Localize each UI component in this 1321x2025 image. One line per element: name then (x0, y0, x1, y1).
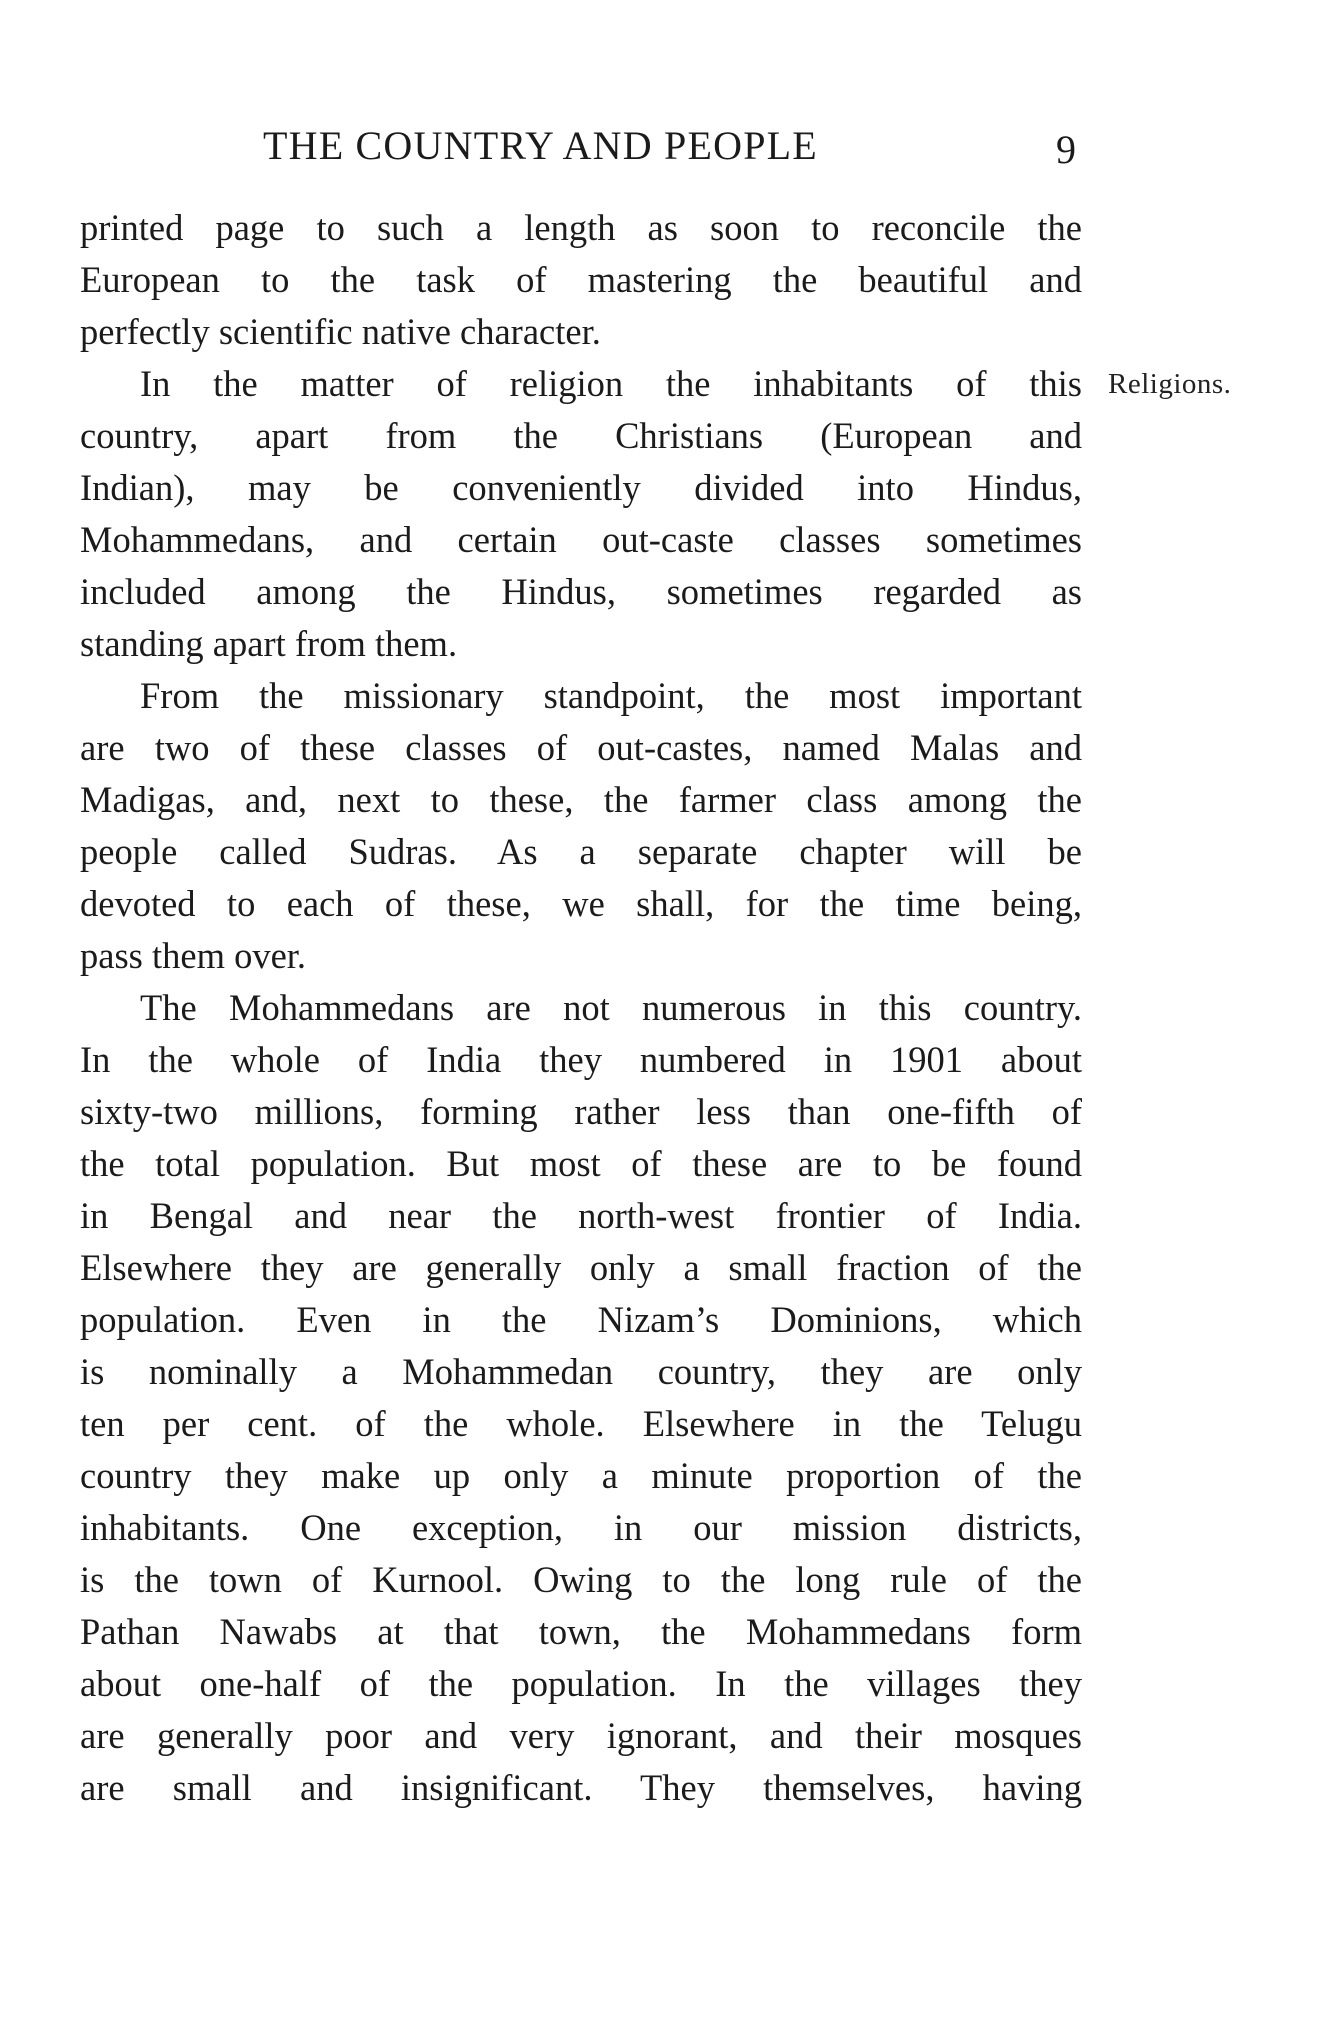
text-line: pass them over. (80, 935, 307, 976)
text-line: In the matter of religion the inhabitants of this (140, 363, 1082, 404)
page-number: 9 (1056, 127, 1076, 172)
text-line: standing apart from them. (80, 623, 458, 664)
text-line: Elsewhere they are generally only a small fraction of the (80, 1247, 1082, 1288)
text-line: European to the task of mastering the beautiful and (80, 259, 1082, 300)
text-line: devoted to each of these, we shall, for the time being, (80, 883, 1082, 924)
text-line: In the whole of India they numbered in 1901 about (80, 1039, 1082, 1080)
text-line: Mohammedans, and certain out-caste classes sometimes (80, 519, 1082, 560)
text-line: the total population. But most of these are to be found (80, 1143, 1082, 1184)
text-line: From the missionary standpoint, the most important (140, 675, 1082, 716)
running-title: THE COUNTRY AND PEOPLE (263, 123, 818, 168)
text-line: sixty-two millions, forming rather less than one-fifth of (80, 1091, 1082, 1132)
text-line: Pathan Nawabs at that town, the Mohammedans form (80, 1611, 1082, 1652)
text-line: inhabitants. One exception, in our mission districts, (80, 1507, 1082, 1548)
text-line: are generally poor and very ignorant, and their mosques (80, 1715, 1082, 1756)
text-line: people called Sudras. As a separate chapter will be (80, 831, 1082, 872)
text-line: country they make up only a minute proportion of the (80, 1455, 1082, 1496)
text-line: Indian), may be conveniently divided into Hindus, (80, 467, 1082, 508)
text-line: printed page to such a length as soon to reconcile the (80, 207, 1082, 248)
text-line: is nominally a Mohammedan country, they are only (80, 1351, 1082, 1392)
text-line: ten per cent. of the whole. Elsewhere in the Telugu (80, 1403, 1082, 1444)
text-line: included among the Hindus, sometimes regarded as (80, 571, 1082, 612)
text-line: in Bengal and near the north-west frontier of India. (80, 1195, 1082, 1236)
text-line: The Mohammedans are not numerous in this country. (140, 987, 1082, 1028)
text-line: are small and insignificant. They themselves, having (80, 1767, 1082, 1808)
text-line: is the town of Kurnool. Owing to the long rule of the (80, 1559, 1082, 1600)
text-line: country, apart from the Christians (European and (80, 415, 1082, 456)
margin-note: Religions. (1108, 368, 1232, 400)
running-head (0, 122, 1321, 172)
text-line: Madigas, and, next to these, the farmer class among the (80, 779, 1082, 820)
body-text (80, 202, 1082, 1814)
text-line: population. Even in the Nizam’s Dominions, which (80, 1299, 1082, 1340)
text-line: perfectly scientific native character. (80, 311, 601, 352)
text-line: about one-half of the population. In the villages they (80, 1663, 1082, 1704)
text-line: are two of these classes of out-castes, named Malas and (80, 727, 1082, 768)
